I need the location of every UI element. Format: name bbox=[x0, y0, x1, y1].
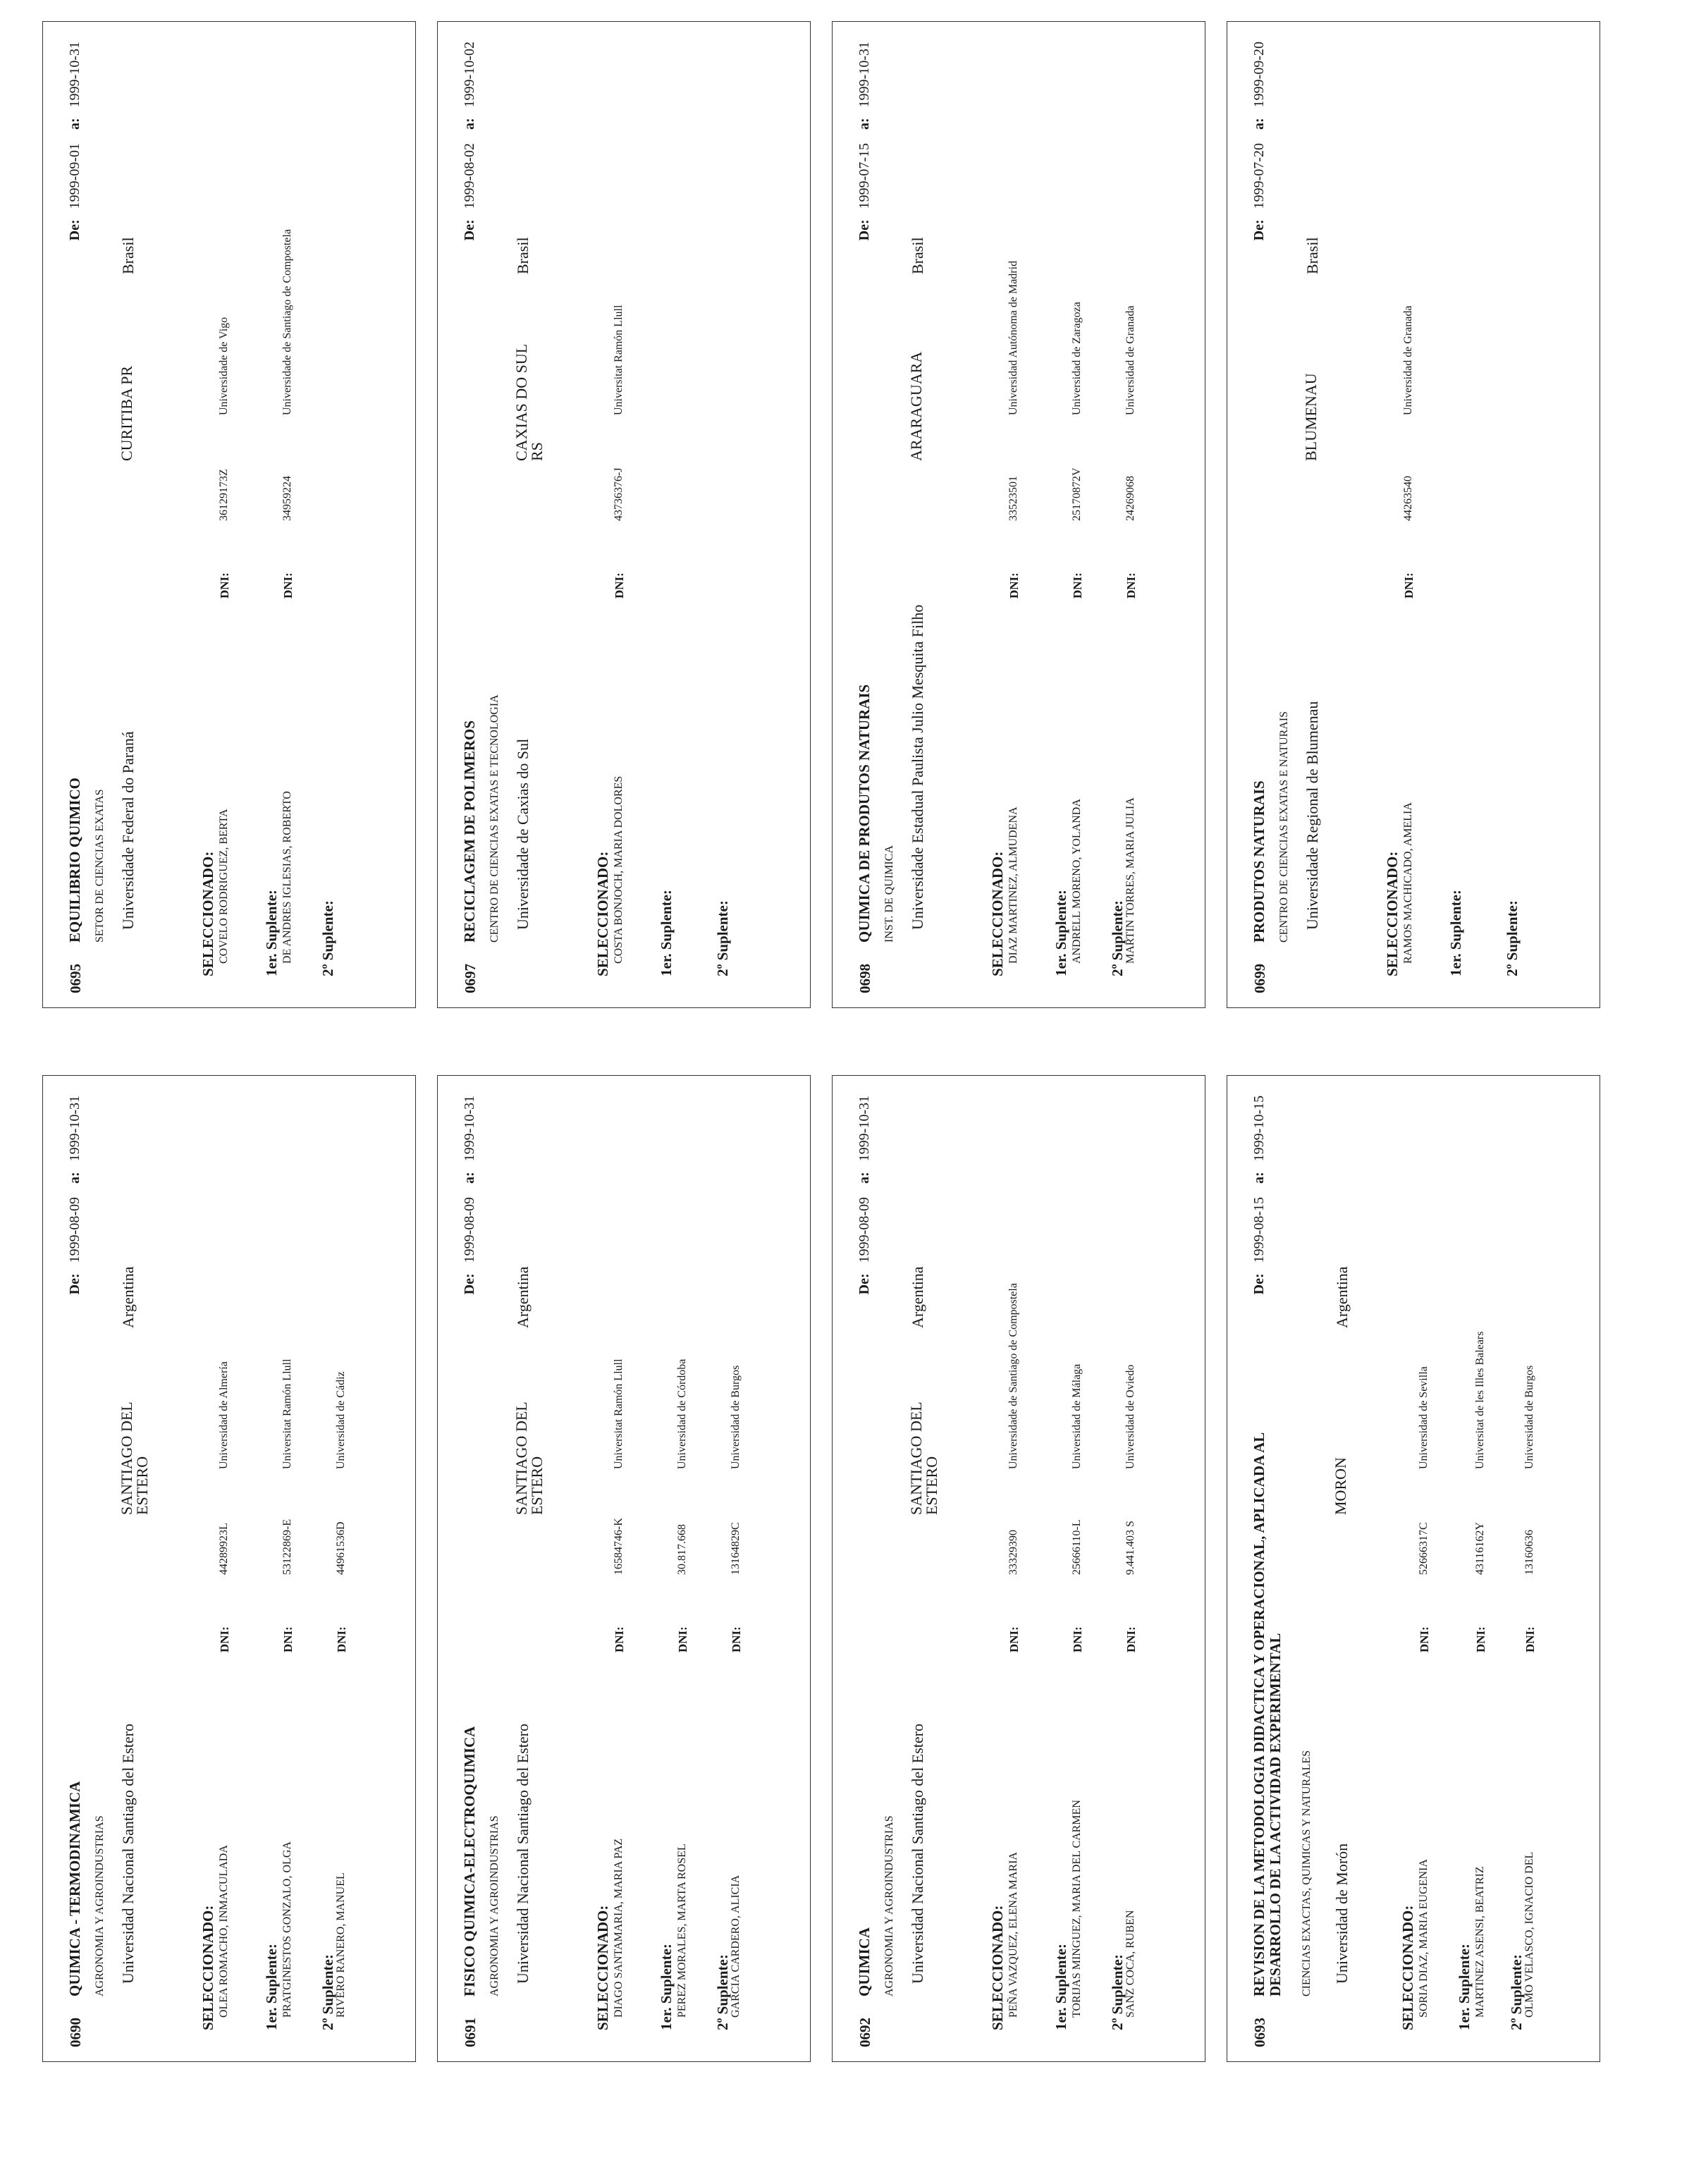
selected-name: COSTA BONJOCH, MARIA DOLORES bbox=[613, 775, 625, 964]
selected-university: Universitat Ramón Llull bbox=[613, 1358, 625, 1469]
program-title: EQUILIBRIO QUIMICO bbox=[66, 778, 83, 943]
suplente1-label: 1er. Suplente: bbox=[658, 890, 675, 976]
date-from-label: De: bbox=[857, 219, 872, 241]
host-city: SANTIAGO DEL ESTERO bbox=[512, 1402, 546, 1515]
selected-label: SELECCIONADO: bbox=[989, 1905, 1006, 2030]
selected-dni-label: DNI: bbox=[1007, 572, 1021, 599]
host-university: Universidade Regional de Blumenau bbox=[1303, 701, 1321, 930]
suplente1-dni-label: DNI: bbox=[281, 1626, 295, 1652]
host-university: Universidad Nacional Santiago del Estero bbox=[119, 1723, 137, 1984]
suplente1-dni-label: DNI: bbox=[1071, 572, 1084, 599]
suplente1-dni: 43116162Y bbox=[1474, 1522, 1486, 1575]
date-to-label: a: bbox=[1251, 118, 1267, 130]
program-card bbox=[437, 21, 811, 1008]
program-dates bbox=[462, 42, 478, 240]
host-city: ARARAGUARA bbox=[907, 351, 925, 461]
selected-label: SELECCIONADO: bbox=[594, 851, 611, 976]
selected-university: Universidade de Vigo bbox=[218, 317, 230, 415]
selected-dni: 33523501 bbox=[1007, 476, 1019, 521]
selected-university: Universidade de Santiago de Compostela bbox=[1007, 1283, 1019, 1469]
host-country: Brasil bbox=[909, 237, 926, 274]
host-university: Universidad Nacional Santiago del Estero bbox=[909, 1723, 926, 1984]
suplente2-label: 2º Suplente: bbox=[1504, 900, 1521, 976]
selected-university: Universidad de Sevilla bbox=[1418, 1366, 1430, 1469]
date-from-label: De: bbox=[67, 219, 82, 241]
selected-dni: 44263540 bbox=[1402, 476, 1414, 521]
program-title: QUIMICA bbox=[856, 1927, 873, 1996]
program-dates bbox=[462, 1096, 478, 1294]
host-country: Brasil bbox=[514, 237, 532, 274]
suplente1-university: Universitat de les Illes Balears bbox=[1474, 1331, 1486, 1469]
suplente1-dni-label: DNI: bbox=[676, 1626, 689, 1652]
host-country: Argentina bbox=[909, 1266, 926, 1328]
date-from-label: De: bbox=[857, 1273, 872, 1295]
date-from: 1999-08-02 bbox=[462, 143, 477, 209]
selected-label: SELECCIONADO: bbox=[594, 1905, 611, 2030]
program-dates bbox=[1251, 42, 1267, 240]
suplente2-name: MARTIN TORRES, MARIA JULIA bbox=[1124, 797, 1136, 964]
program-code: 0692 bbox=[857, 2018, 873, 2047]
date-from-label: De: bbox=[1251, 219, 1267, 241]
suplente2-university: Universidad de Cádiz bbox=[335, 1371, 347, 1469]
program-code: 0698 bbox=[857, 964, 873, 993]
suplente2-dni: 24269068 bbox=[1124, 476, 1136, 521]
selected-university: Universidad de Granada bbox=[1402, 305, 1414, 415]
suplente1-label: 1er. Suplente: bbox=[1447, 890, 1464, 976]
date-to: 1999-10-02 bbox=[462, 42, 477, 108]
host-university: Universidade de Caxias do Sul bbox=[514, 738, 532, 930]
date-to: 1999-10-31 bbox=[462, 1096, 477, 1162]
host-city: MORON bbox=[1332, 1457, 1349, 1515]
suplente2-dni: 44961536D bbox=[335, 1521, 347, 1575]
suplente2-name: OLMO VELASCO, IGNACIO DEL bbox=[1523, 1851, 1535, 2018]
selected-dni: 44289923L bbox=[218, 1523, 230, 1575]
suplente1-university: Universidade de Santiago de Compostela bbox=[281, 229, 293, 415]
date-to-label: a: bbox=[1251, 1172, 1267, 1184]
host-university: Universidade Federal do Paraná bbox=[119, 731, 137, 930]
date-to: 1999-10-31 bbox=[857, 1096, 872, 1162]
date-from: 1999-09-01 bbox=[67, 143, 82, 209]
program-code: 0695 bbox=[67, 964, 84, 993]
selected-name: DIAGO SANTAMARIA, MARIA PAZ bbox=[613, 1838, 625, 2018]
host-university: Universidad de Morón bbox=[1333, 1843, 1351, 1984]
program-card bbox=[42, 21, 416, 1008]
host-university: Universidade Estadual Paulista Julio Mesquita Filho bbox=[909, 604, 926, 930]
date-to-label: a: bbox=[857, 118, 872, 130]
suplente2-dni-label: DNI: bbox=[1523, 1626, 1537, 1652]
date-to-label: a: bbox=[462, 118, 477, 130]
faculty-unit: AGRONOMIA Y AGROINDUSTRIAS bbox=[94, 1815, 106, 1996]
suplente2-name: RIVERO RANERO, MANUEL bbox=[335, 1872, 347, 2018]
date-from: 1999-08-09 bbox=[857, 1197, 872, 1263]
faculty-unit: INST. DE QUIMICA bbox=[883, 845, 895, 943]
date-from-label: De: bbox=[1251, 1273, 1267, 1295]
suplente1-dni: 53122869-E bbox=[281, 1519, 293, 1575]
program-title: FISICO QUIMICA-ELECTROQUIMICA bbox=[461, 1726, 478, 1996]
selected-name: COVELO RODRIGUEZ, BERTA bbox=[218, 809, 230, 964]
program-dates bbox=[1251, 1096, 1267, 1294]
suplente2-dni-label: DNI: bbox=[1124, 1626, 1138, 1652]
suplente1-label: 1er. Suplente: bbox=[658, 1944, 675, 2030]
date-to: 1999-10-31 bbox=[67, 42, 82, 108]
suplente2-dni: 13160636 bbox=[1523, 1530, 1535, 1575]
host-city: CAXIAS DO SUL RS bbox=[512, 344, 546, 461]
faculty-unit: SETOR DE CIENCIAS EXATAS bbox=[94, 789, 106, 943]
selected-label: SELECCIONADO: bbox=[1384, 851, 1401, 976]
program-dates bbox=[857, 1096, 873, 1294]
host-city: SANTIAGO DEL ESTERO bbox=[118, 1402, 151, 1515]
selected-dni-label: DNI: bbox=[1418, 1626, 1431, 1652]
program-card bbox=[832, 21, 1205, 1008]
date-from-label: De: bbox=[462, 219, 477, 241]
program-code: 0699 bbox=[1251, 964, 1268, 993]
program-dates bbox=[857, 42, 873, 240]
suplente2-dni-label: DNI: bbox=[730, 1626, 743, 1652]
faculty-unit: CENTRO DE CIENCIAS EXATAS E TECNOLOGIA bbox=[489, 694, 501, 943]
suplente1-dni: 25170872V bbox=[1071, 467, 1083, 521]
suplente1-name: ANDRELL MORENO, YOLANDA bbox=[1071, 799, 1083, 964]
suplente2-dni-label: DNI: bbox=[335, 1626, 348, 1652]
selected-dni: 52666317C bbox=[1418, 1522, 1430, 1575]
suplente1-dni-label: DNI: bbox=[1474, 1626, 1487, 1652]
suplente1-label: 1er. Suplente: bbox=[263, 890, 280, 976]
suplente2-university: Universidad de Burgos bbox=[1523, 1365, 1535, 1469]
date-from: 1999-08-09 bbox=[462, 1197, 477, 1263]
program-title: RECICLAGEM DE POLIMEROS bbox=[461, 720, 478, 943]
faculty-unit: AGRONOMIA Y AGROINDUSTRIAS bbox=[489, 1815, 501, 1996]
program-code: 0697 bbox=[462, 964, 479, 993]
selected-university: Universidad de Almería bbox=[218, 1361, 230, 1469]
date-from-label: De: bbox=[462, 1273, 477, 1295]
suplente1-dni: 34959224 bbox=[281, 476, 293, 521]
suplente2-university: Universidad de Oviedo bbox=[1124, 1364, 1136, 1469]
program-title: QUIMICA - TERMODINAMICA bbox=[66, 1781, 83, 1996]
selected-dni-label: DNI: bbox=[1007, 1626, 1021, 1652]
date-to-label: a: bbox=[857, 1172, 872, 1184]
suplente1-university: Universidad de Zaragoza bbox=[1071, 302, 1083, 415]
program-dates bbox=[67, 42, 83, 240]
selected-name: SORIA DIAZ, MARIA EUGENIA bbox=[1418, 1859, 1430, 2018]
suplente1-dni: 30.817.668 bbox=[676, 1524, 688, 1575]
date-from: 1999-08-15 bbox=[1251, 1197, 1267, 1263]
program-card bbox=[1227, 1075, 1600, 2062]
program-title: REVISION DE LA METODOLOGIA DIDACTICA Y OPERACIONAL, APLICADA AL DESARROLLO DE LA ACTIVIDAD EXPERIMENTAL bbox=[1251, 1433, 1284, 1996]
date-from: 1999-07-15 bbox=[857, 143, 872, 209]
suplente2-dni: 13164829C bbox=[730, 1522, 742, 1575]
program-dates bbox=[67, 1096, 83, 1294]
date-from-label: De: bbox=[67, 1273, 82, 1295]
suplente1-university: Universitat Ramón Llull bbox=[281, 1358, 293, 1469]
program-code: 0693 bbox=[1251, 2018, 1268, 2047]
faculty-unit: CIENCIAS EXACTAS, QUIMICAS Y NATURALES bbox=[1301, 1750, 1313, 1996]
date-to-label: a: bbox=[67, 1172, 82, 1184]
selected-dni: 43736376-J bbox=[613, 467, 625, 521]
selected-name: PEÑA VAZQUEZ, ELENA MARIA bbox=[1007, 1852, 1019, 2018]
date-from: 1999-07-20 bbox=[1251, 143, 1267, 209]
selected-dni: 33329390 bbox=[1007, 1530, 1019, 1575]
selected-dni-label: DNI: bbox=[1402, 572, 1416, 599]
suplente2-label: 2º Suplente: bbox=[714, 900, 731, 976]
suplente1-name: TORIJAS MINGUEZ, MARIA DEL CARMEN bbox=[1071, 1800, 1083, 2018]
selected-university: Universidad Autónoma de Madrid bbox=[1007, 260, 1019, 415]
host-city: BLUMENAU bbox=[1302, 373, 1320, 461]
program-card bbox=[1227, 21, 1600, 1008]
faculty-unit: AGRONOMIA Y AGROINDUSTRIAS bbox=[883, 1815, 895, 1996]
date-to-label: a: bbox=[67, 118, 82, 130]
selected-name: RAMOS MACHICADO, AMELIA bbox=[1402, 802, 1414, 964]
selected-dni-label: DNI: bbox=[613, 1626, 626, 1652]
program-code: 0690 bbox=[67, 2018, 84, 2047]
suplente2-dni-label: DNI: bbox=[1124, 572, 1138, 599]
suplente2-label: 2º Suplente: bbox=[1109, 1954, 1126, 2030]
date-to: 1999-09-20 bbox=[1251, 42, 1267, 108]
host-city: CURITIBA PR bbox=[118, 365, 135, 461]
suplente2-university: Universidad de Granada bbox=[1124, 305, 1136, 415]
suplente1-name: PEREZ MORALES, MARTA ROSEL bbox=[676, 1843, 688, 2018]
host-city: SANTIAGO DEL ESTERO bbox=[907, 1402, 940, 1515]
suplente1-label: 1er. Suplente: bbox=[1052, 1944, 1069, 2030]
selected-dni-label: DNI: bbox=[613, 572, 626, 599]
suplente1-university: Universidad de Córdoba bbox=[676, 1358, 688, 1469]
program-code: 0691 bbox=[462, 2018, 479, 2047]
suplente2-label: 2º Suplente: bbox=[319, 900, 336, 976]
host-university: Universidad Nacional Santiago del Estero bbox=[514, 1723, 532, 1984]
suplente2-label: 2º Suplente: bbox=[1508, 1954, 1525, 2030]
suplente2-dni: 9.441.403 S bbox=[1124, 1521, 1136, 1575]
suplente1-label: 1er. Suplente: bbox=[1052, 890, 1069, 976]
suplente2-label: 2º Suplente: bbox=[319, 1954, 336, 2030]
suplente1-dni-label: DNI: bbox=[1071, 1626, 1084, 1652]
date-to: 1999-10-31 bbox=[67, 1096, 82, 1162]
selected-university: Universitat Ramón Llull bbox=[613, 305, 625, 415]
program-card bbox=[437, 1075, 811, 2062]
suplente1-label: 1er. Suplente: bbox=[263, 1944, 280, 2030]
suplente1-name: MARTINEZ ASENSI, BEATRIZ bbox=[1474, 1866, 1486, 2018]
selected-name: OLEA ROMACHO, INMACULADA bbox=[218, 1845, 230, 2018]
suplente1-dni-label: DNI: bbox=[281, 572, 295, 599]
selected-dni-label: DNI: bbox=[218, 1626, 231, 1652]
suplente1-name: DE ANDRES IGLESIAS, ROBERTO bbox=[281, 791, 293, 964]
suplente1-university: Universidad de Málaga bbox=[1071, 1363, 1083, 1469]
selected-dni-label: DNI: bbox=[218, 572, 231, 599]
program-title: QUIMICA DE PRODUTOS NATURAIS bbox=[856, 684, 873, 943]
selected-dni: 16584746-K bbox=[613, 1518, 625, 1575]
host-country: Brasil bbox=[119, 237, 137, 274]
selected-dni: 36129173Z bbox=[218, 469, 230, 521]
date-to-label: a: bbox=[462, 1172, 477, 1184]
selected-label: SELECCIONADO: bbox=[199, 851, 216, 976]
selected-label: SELECCIONADO: bbox=[989, 851, 1006, 976]
date-from: 1999-08-09 bbox=[67, 1197, 82, 1263]
selected-label: SELECCIONADO: bbox=[199, 1905, 216, 2030]
suplente2-name: GARCIA CARDERO, ALICIA bbox=[730, 1875, 742, 2018]
suplente1-name: PRATGINESTOS GONZALO, OLGA bbox=[281, 1841, 293, 2018]
program-title: PRODUTOS NATURAIS bbox=[1251, 780, 1267, 943]
suplente2-name: SANZ COCA, RUBEN bbox=[1124, 1910, 1136, 2018]
date-to: 1999-10-15 bbox=[1251, 1096, 1267, 1162]
selected-name: DIAZ MARTINEZ, ALMUDENA bbox=[1007, 806, 1019, 964]
selected-label: SELECCIONADO: bbox=[1399, 1905, 1416, 2030]
date-to: 1999-10-31 bbox=[857, 42, 872, 108]
suplente1-label: 1er. Suplente: bbox=[1456, 1944, 1473, 2030]
host-country: Argentina bbox=[514, 1266, 532, 1328]
host-country: Brasil bbox=[1303, 237, 1321, 274]
host-country: Argentina bbox=[119, 1266, 137, 1328]
host-country: Argentina bbox=[1333, 1266, 1351, 1328]
suplente2-label: 2º Suplente: bbox=[714, 1954, 731, 2030]
suplente2-label: 2º Suplente: bbox=[1109, 900, 1126, 976]
suplente1-dni: 25666110-L bbox=[1071, 1519, 1083, 1575]
suplente2-university: Universidad de Burgos bbox=[730, 1365, 742, 1469]
program-card bbox=[832, 1075, 1205, 2062]
faculty-unit: CENTRO DE CIENCIAS EXATAS E NATURAIS bbox=[1278, 711, 1290, 943]
program-card bbox=[42, 1075, 416, 2062]
